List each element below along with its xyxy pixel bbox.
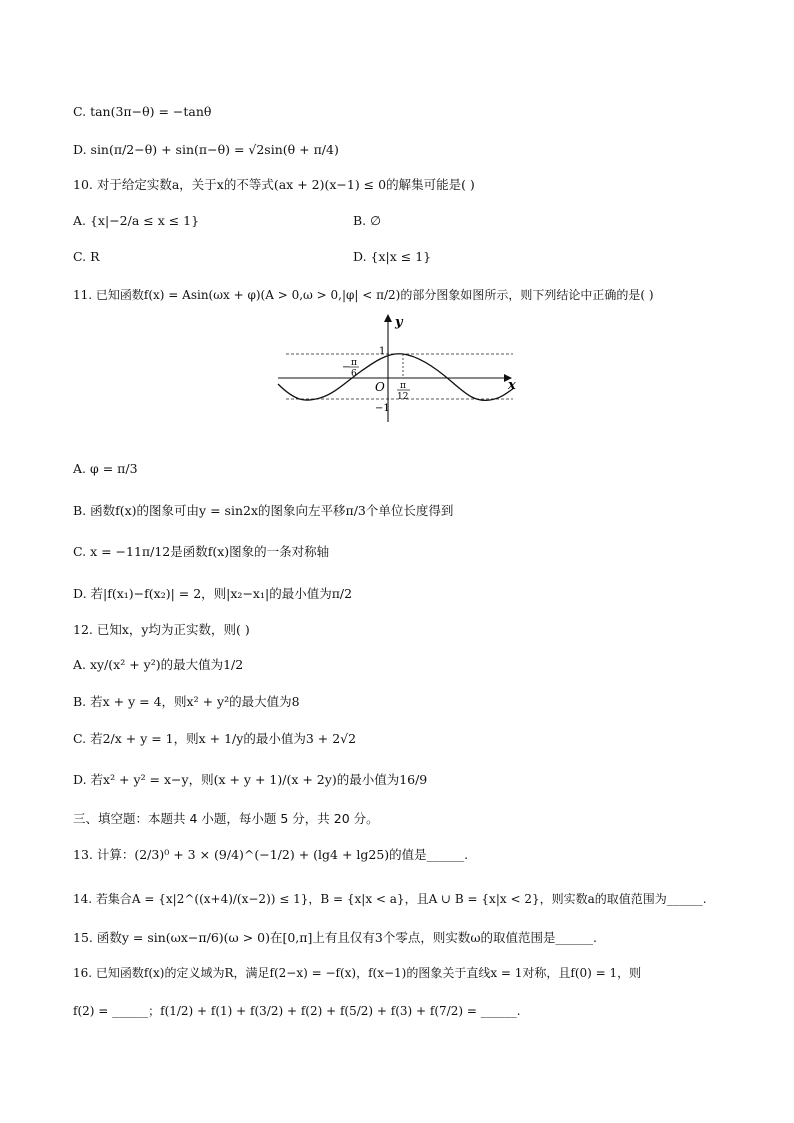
option-b-q11: B. 函数f(x)的图象可由y = sin2x的图象向左平移π/3个单位长度得到 [73,503,454,518]
option-c-q11: C. x = −11π/12是函数f(x)图象的一条对称轴 [73,544,330,559]
question-14: 14. 若集合A = {x|2^((x+4)/(x−2)) ≤ 1}，B = {x|x < a}，且A ∪ B = {x|x < 2}，则实数a的取值范围为______. [73,892,707,906]
tick-label-top: 1 [379,346,386,357]
option-b-q10: B. ∅ [353,213,382,228]
sine-curve [278,354,514,401]
option-a-q12: A. xy/(x² + y²)的最大值为1/2 [73,657,244,672]
x-axis-label: x [508,378,516,393]
option-d-q10: D. {x|x ≤ 1} [353,249,432,264]
option-a-q10: A. {x|−2/a ≤ x ≤ 1} [73,213,200,228]
question-11: 11. 已知函数f(x) = Asin(ωx + φ)(A > 0,ω > 0,|φ| < π/2)的部分图象如图所示，则下列结论中正确的是( ) [73,288,654,302]
tick-label-bottom: −1 [375,403,390,414]
question-10: 10. 对于给定实数a，关于x的不等式(ax + 2)(x−1) ≤ 0的解集可能是( ) [73,177,475,192]
option-a-q11: A. φ = π/3 [73,461,138,476]
right-mark-num: π [400,381,406,391]
question-13: 13. 计算：(2/3)⁰ + 3 × (9/4)^(−1/2) + (lg4 + lg25)的值是______. [73,847,469,862]
left-mark-sign: − [342,362,351,373]
option-c-q12: C. 若2/x + y = 1，则x + 1/y的最小值为3 + 2√2 [73,731,357,746]
section-heading-fill-in: 三、填空题：本题共 4 小题，每小题 5 分，共 20 分。 [73,811,379,826]
question-15: 15. 函数y = sin(ωx−π/6)(ω > 0)在[0,π]上有且仅有3个零点，则实数ω的取值范围是______. [73,930,597,945]
left-mark-den: 6 [351,369,357,379]
option-c-q9: C. tan(3π−θ) = −tanθ [73,104,212,119]
question-16-continued: f(2) = ______；f(1/2) + f(1) + f(3/2) + f(2) + f(5/2) + f(3) + f(7/2) = ______. [73,1004,521,1018]
sine-graph-figure [276,312,526,422]
option-c-q10: C. R [73,249,100,264]
y-axis-arrow [384,314,392,322]
y-axis-label: y [395,315,403,330]
option-d-q9: D. sin(π/2−θ) + sin(π−θ) = √2sin(θ + π/4) [73,142,339,157]
origin-label: O [375,380,385,394]
option-b-q12: B. 若x + y = 4，则x² + y²的最大值为8 [73,694,300,709]
left-mark-num: π [351,358,357,368]
option-d-q11: D. 若|f(x₁)−f(x₂)| = 2，则|x₂−x₁|的最小值为π/2 [73,586,353,601]
option-d-q12: D. 若x² + y² = x−y，则(x + y + 1)/(x + 2y)的最小值为16/9 [73,772,428,787]
question-12: 12. 已知x，y均为正实数，则( ) [73,622,250,637]
right-mark-den: 12 [397,392,409,402]
question-16: 16. 已知函数f(x)的定义域为R，满足f(2−x) = −f(x)，f(x−1)的图象关于直线x = 1对称，且f(0) = 1，则 [73,966,642,980]
